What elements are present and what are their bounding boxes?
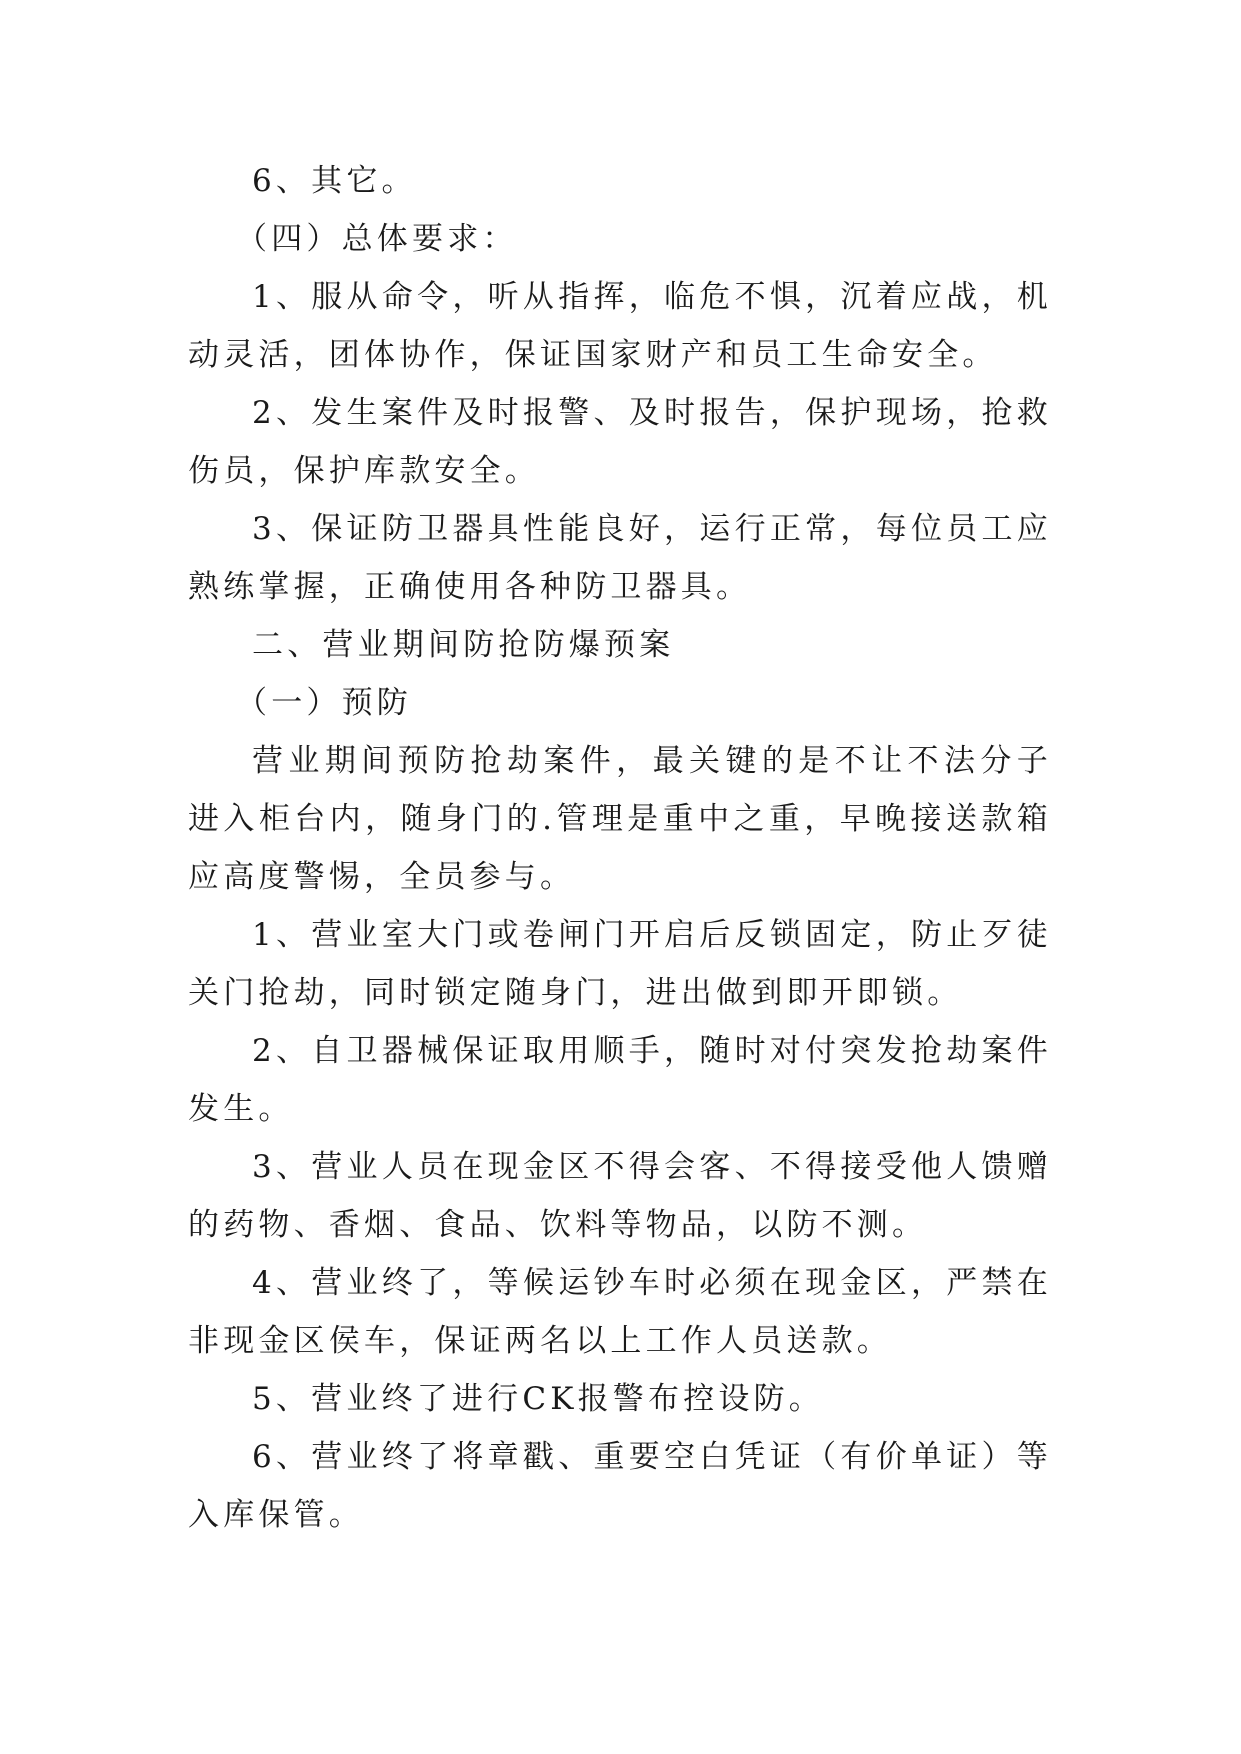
section-heading-prevention: （一）预防: [236, 685, 412, 721]
prevention-item-2: 2、自卫器械保证取用顺手，随时对付突发抢劫案件发生。: [188, 1033, 1052, 1127]
requirement-item-1: 1、服从命令，听从指挥，临危不惧，沉着应战，机动灵活，团体协作，保证国家财产和员工生命安全。: [188, 279, 1052, 373]
document-body: [188, 152, 1052, 1544]
prevention-item-1: 1、营业室大门或卷闸门开启后反锁固定，防止歹徒关门抢劫，同时锁定随身门，进出做到即开即锁。: [188, 917, 1052, 1011]
requirement-item-2: 2、发生案件及时报警、及时报告，保护现场，抢救伤员，保护库款安全。: [188, 395, 1052, 489]
prevention-item-3: 3、营业人员在现金区不得会客、不得接受他人馈赠的药物、香烟、食品、饮料等物品，以防不测。: [188, 1149, 1052, 1243]
chapter-heading-business-hours-plan: 二、营业期间防抢防爆预案: [252, 627, 675, 663]
prevention-item-6: 6、营业终了将章戳、重要空白凭证（有价单证）等入库保管。: [188, 1439, 1052, 1533]
prevention-intro-paragraph: 营业期间预防抢劫案件，最关键的是不让不法分子进入柜台内，随身门的.管理是重中之重，早晚接送款箱应高度警惕，全员参与。: [188, 743, 1052, 895]
requirement-item-3: 3、保证防卫器具性能良好，运行正常，每位员工应熟练掌握，正确使用各种防卫器具。: [188, 511, 1052, 605]
section-heading-general-requirements: （四）总体要求：: [236, 221, 518, 257]
prevention-item-5: 5、营业终了进行CK报警布控设防。: [252, 1381, 824, 1417]
prevention-item-4: 4、营业终了，等候运钞车时必须在现金区，严禁在非现金区侯车，保证两名以上工作人员送款。: [188, 1265, 1052, 1359]
list-item-other: 6、其它。: [252, 163, 417, 199]
